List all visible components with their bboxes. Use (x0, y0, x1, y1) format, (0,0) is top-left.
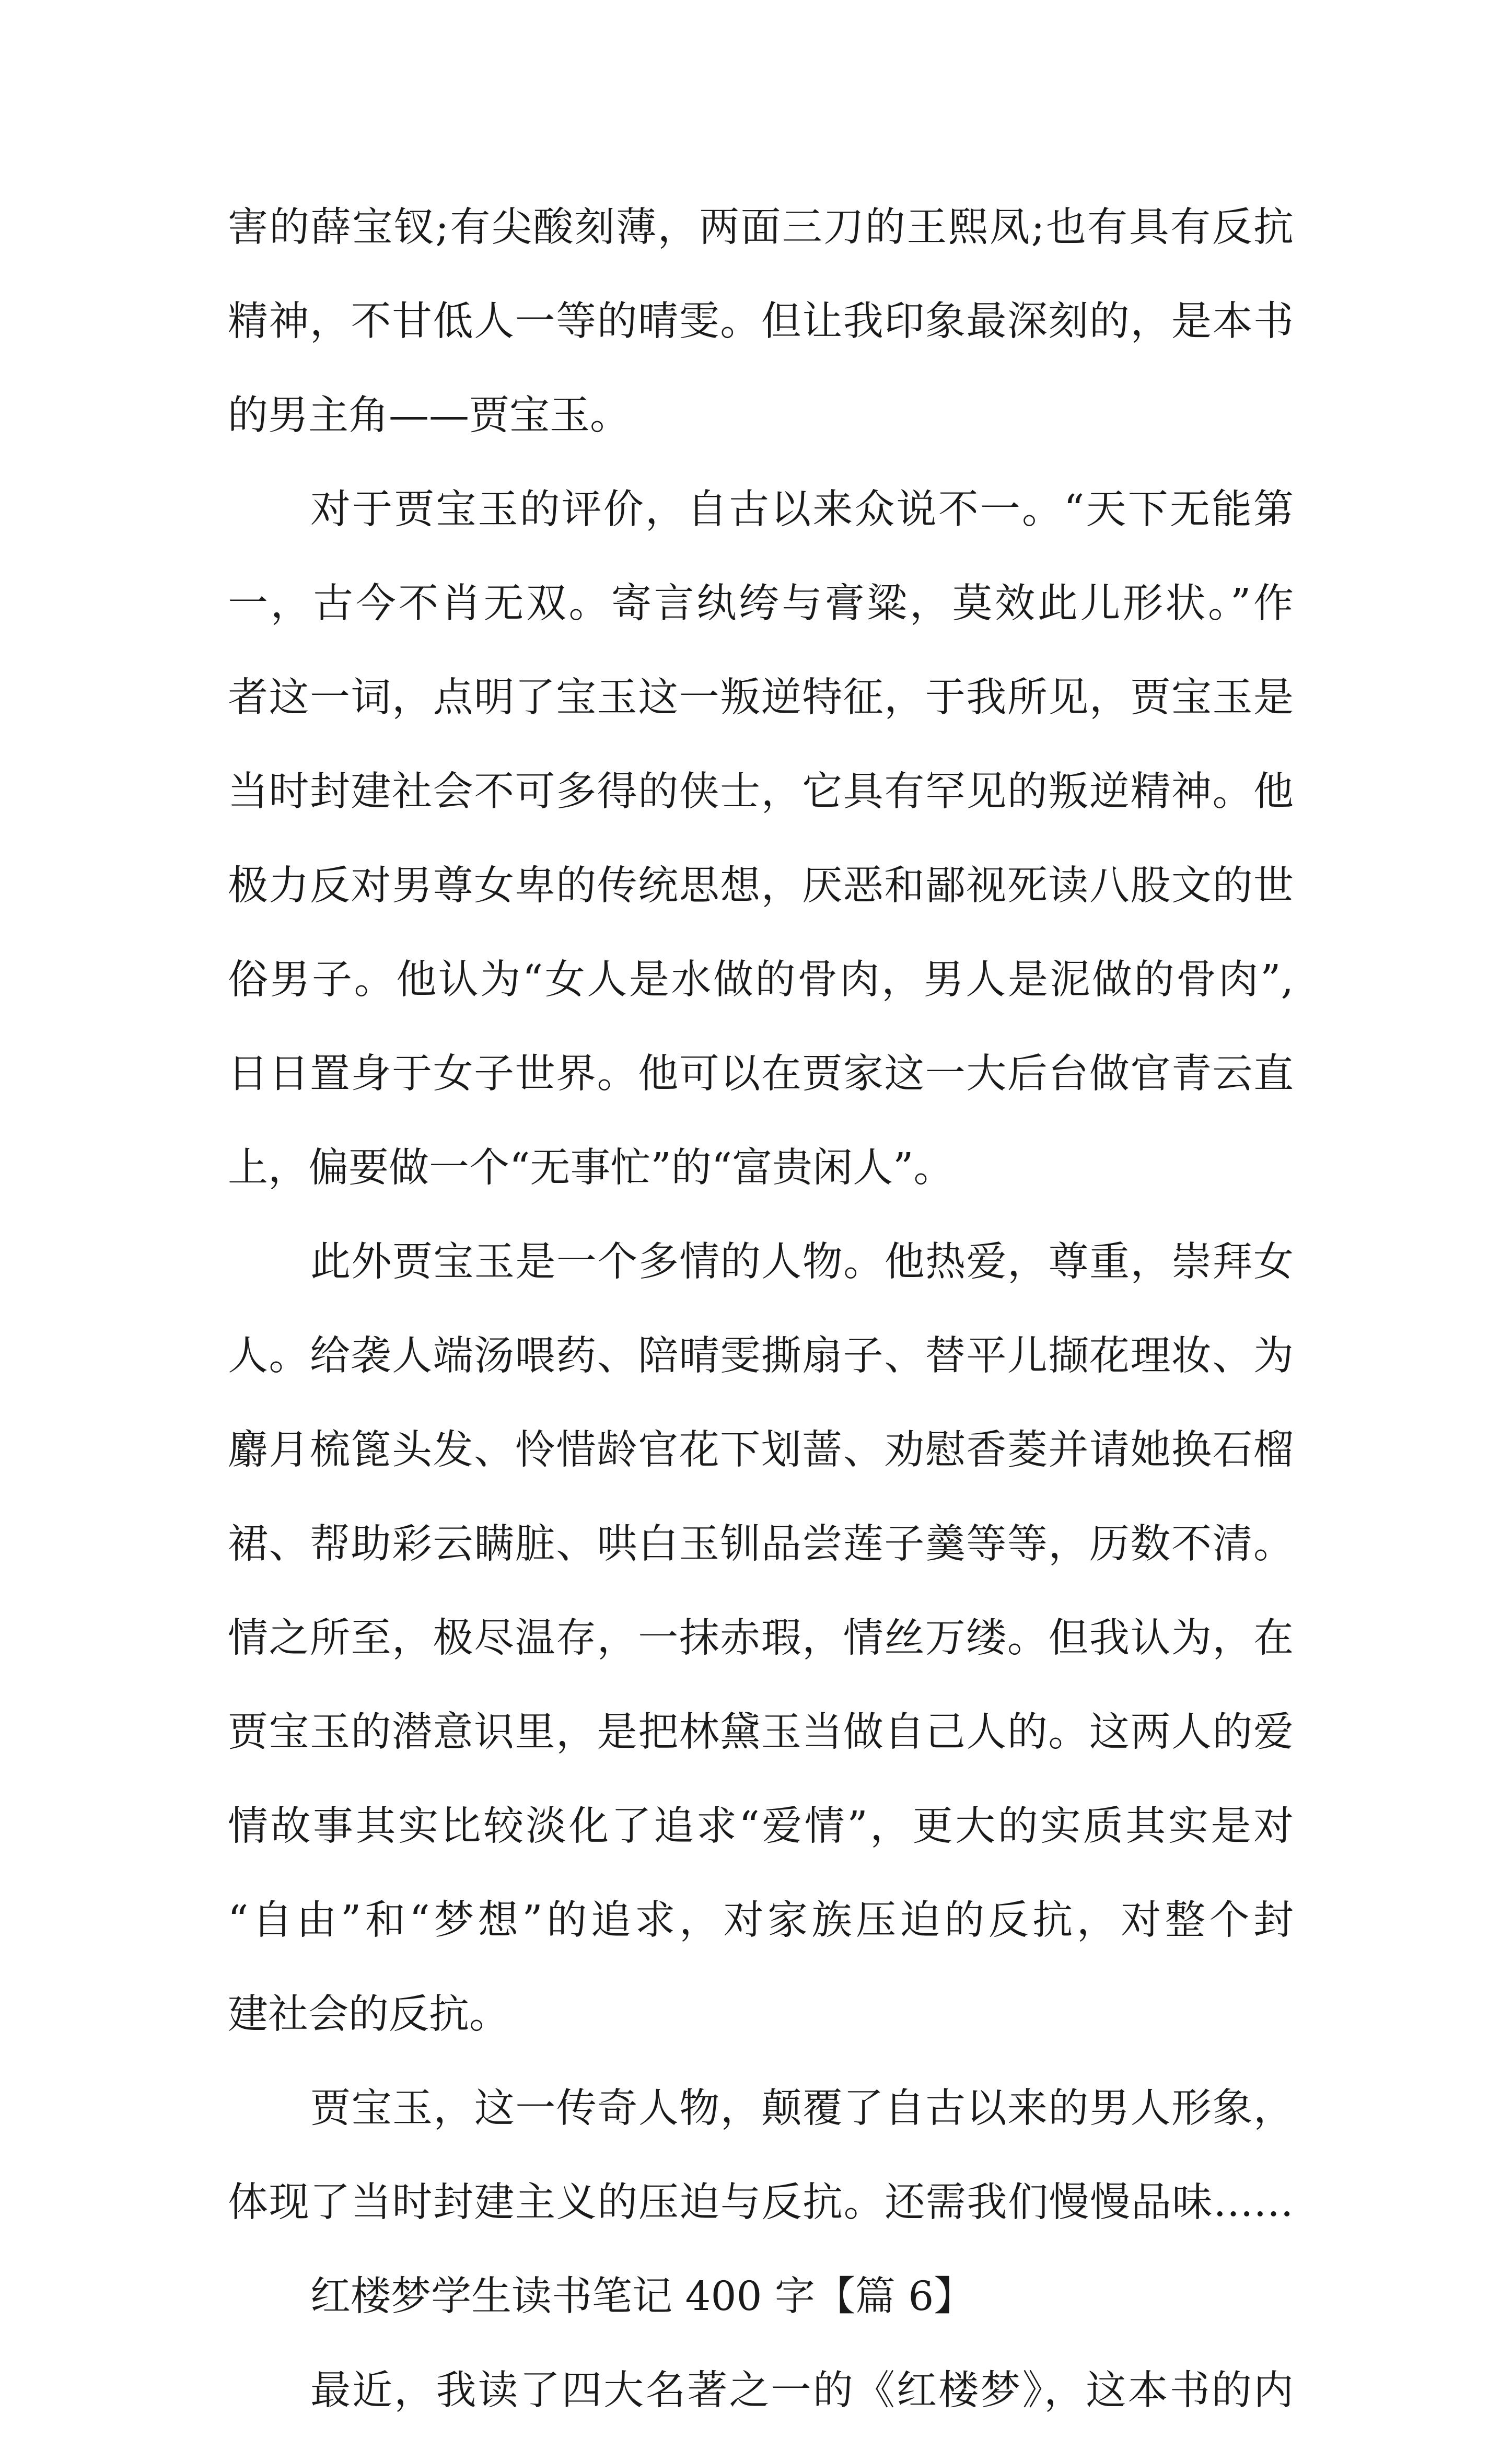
text-line: 者这一词，点明了宝玉这一叛逆特征，于我所见，贾宝玉是 (228, 675, 1294, 721)
text-line: 对于贾宝玉的评价，自古以来众说不一。“天下无能第 (310, 486, 1294, 533)
text-line: 精神，不甘低人一等的晴雯。但让我印象最深刻的，是本书 (228, 298, 1294, 345)
text-line: 上，偏要做一个“无事忙”的“富贵闲人”。 (228, 1145, 954, 1191)
body-text (228, 181, 1294, 2438)
text-line: 日日置身于女子世界。他可以在贾家这一大后台做官青云直 (228, 1051, 1294, 1097)
text-line: 一，古今不肖无双。寄言纨绔与膏粱，莫效此儿形状。”作 (228, 581, 1294, 627)
text-line: 此外贾宝玉是一个多情的人物。他热爱，尊重，崇拜女 (310, 1239, 1294, 1285)
text-line: 贾宝玉的潜意识里，是把林黛玉当做自己人的。这两人的爱 (228, 1709, 1294, 1756)
text-line: 最近，我读了四大名著之一的《红楼梦》，这本书的内 (310, 2367, 1294, 2414)
text-line: 害的薛宝钗;有尖酸刻薄，两面三刀的王熙凤;也有具有反抗 (228, 204, 1294, 251)
text-line: 麝月梳篦头发、怜惜龄官花下划蔷、劝慰香菱并请她换石榴 (228, 1427, 1294, 1473)
text-line: 情故事其实比较淡化了追求“爱情”，更大的实质其实是对 (228, 1803, 1294, 1850)
text-line: 体现了当时封建主义的压迫与反抗。还需我们慢慢品味…… (228, 2179, 1294, 2226)
text-line: 俗男子。他认为“女人是水做的骨肉，男人是泥做的骨肉”, (228, 957, 1294, 1003)
text-line: “自由”和“梦想”的追求，对家族压迫的反抗，对整个封 (228, 1897, 1294, 1944)
text-line: 人。给袭人端汤喂药、陪晴雯撕扇子、替平儿撷花理妆、为 (228, 1333, 1294, 1379)
text-line: 建社会的反抗。 (228, 1991, 509, 2038)
text-line: 贾宝玉，这一传奇人物，颠覆了自古以来的男人形象， (310, 2085, 1294, 2132)
text-line: 情之所至，极尽温存，一抹赤瑕，情丝万缕。但我认为，在 (228, 1615, 1294, 1662)
text-line: 红楼梦学生读书笔记 400 字【篇 6】 (310, 2273, 974, 2320)
text-line: 的男主角——贾宝玉。 (228, 392, 630, 439)
text-line: 极力反对男尊女卑的传统思想，厌恶和鄙视死读八股文的世 (228, 863, 1294, 909)
text-line: 当时封建社会不可多得的侠士，它具有罕见的叛逆精神。他 (228, 769, 1294, 815)
text-line: 裙、帮助彩云瞒脏、哄白玉钏品尝莲子羹等等，历数不清。 (228, 1521, 1294, 1568)
